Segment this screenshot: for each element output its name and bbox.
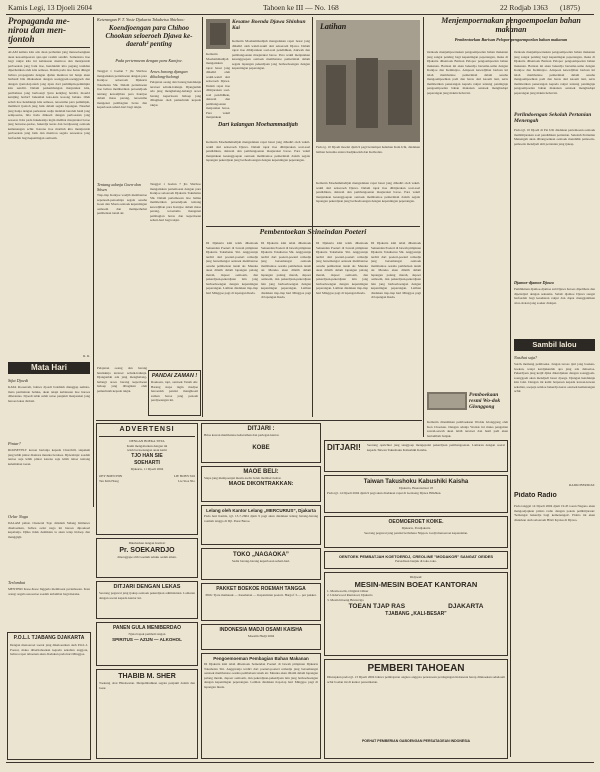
column-divider: [202, 17, 203, 417]
moehammadijah-body: Kemarin Moehammadijah mengadakan rapat besar jang dihadiri oleh wakil-wakil dari seloeroeh Djawa. Dalam rapat itoe dibitjarakan soal-soal pendidikan, dakwah dan pembangoenan masjarakat baroe. Para wakil menjatakan kesanggoepan oentoek membantoe pemerintah dalam segala lapangan pekerdjaan jang berhoeboengan dengan kepentingan peperangan.: [206, 140, 310, 162]
ditjari-lekas-body: Seorang pegawai jang tjakap oentoek pekerdjaan administrasi. Lamaran dengan soerat kepada kantor ini.: [99, 591, 195, 600]
mesin-kantor-item: 3. Mesin hitoeng Brunsviga: [327, 597, 364, 602]
mata-hari-sub: Pintar?: [8, 441, 21, 446]
chihoo-sub: Tentang adanja Goen-dan Sōsen: [97, 182, 141, 192]
maoe-beli-body: Siapa jang mempoenjai mesin-toelis boleh memberi kabar.: [204, 476, 282, 480]
nodakor-box: [324, 516, 508, 548]
chihoo-body: Pelajaran oeang dan barang hendaknja teratoer sebaik-baiknja. Djanganlah ada jang menghalang-halangi aroes barang keperloean hidoep jang dibagikan oleh pemerintah kepada rakjat.: [97, 366, 147, 393]
mesin-kantor-item: 1. Mesin-toelis, Original Odner: [327, 588, 369, 593]
pengoempoelan-body: Oentoek menjempoernakan pengoempoelan bahan makanan jang sangat penting bagi kepentingan peperangan, maka di Djakarta dibentoek Barisan Pelopor pengoempoelan bahan makanan. Barisan ini akan bekerdja bersama-sama dengan Kantjoe dan Kemintjoo. Adapoen kewadjiban barisan ini ialah membantoe pemerintah dalam oesaha mengoempoelkan padi dan beras dari kaoem tani, serta memberikan penerangan kepada rakjat tentang pentingnja pengoempoelan bahan makanan oentoek menghadapi peperangan jang makin hebat ini.: [427, 50, 508, 95]
pandai-zaman-title: PANDAI ZAMAN !: [151, 373, 198, 379]
ditjari-right-box: [324, 440, 508, 472]
ditjari-small-title: DITJARI :: [247, 426, 275, 432]
pemberi-box: [324, 659, 508, 759]
creoline-title: OENTOEK PEMBATJAH KOETOERDJ, CREOLINE "MODAKOR" SANGAT OEIDES: [338, 554, 494, 559]
chihoo-body: Pelajaran oeang dan barang hendaknja teratoer sebaik-baiknja. Djanganlah ada jang menghalang-halangi aroes barang keperloean hidoep jang dibagikan oleh pemerintah kepada rakjat.: [150, 80, 201, 107]
advertensi-name: SOEHARTI: [134, 459, 160, 466]
bottom-rule: [6, 762, 594, 763]
moehammadijah-title: Dari kalangan Moehammadijah: [217, 122, 298, 128]
poli-notice-body: Dengan menoeroet soerat jang dikeloearkan oleh P.O.L.I. Poesat, maka diberitahoekan kepada sekalian anggota, bahwa rapat tahoenan akan diadakan pada hari Minggoe.: [10, 643, 88, 656]
mesin-kantor-title: MESIN-MESIN BOEAT KANTORAN: [354, 579, 478, 589]
advertensi-name: TJO HAN SIE: [131, 452, 163, 459]
mata-hari-body: DALAM pidato Cheneral Tojo didalam Sidang Istimewa diseboetkan, bahwa oelar naga ini haroes dipoekoel kepalanja. Djika tidak demikian ia akan tetap hidoep dan menggigit.: [8, 521, 90, 539]
pemboekaan-body: Kemarin diresmikan pemboekaan Wodok Glonggong oleh Ken Chookan. Dengan adanja Wodok ini maka pengairan sawah-sawah akan lebih teratoer dan hasil padi akan bertambah banjak.: [427, 420, 508, 438]
mata-hari-body: KATA Roosevelt, bahwa djoedi bolehlah dianggap semata-mata permainan belaka, akan tetapi kebiasaan itoe haroes diberantas. Djoedi ialah salah satoe penjakit masjarakat jang haroes lekas diobati.: [8, 385, 90, 403]
nagaoka-box: [201, 548, 321, 580]
nodakor-title: OEOMOEROET KOIKE.: [388, 519, 444, 525]
column-divider: [510, 17, 511, 757]
nagaoka-title: TOKO „NAGAOKA”: [233, 552, 289, 558]
ditjari-right-body: Seorang opzichter jang sanggoep mengepalai pekerdjaan pembangoenan. Lamaran dengan soerat kepada Taiwan Takushoku Kabushiki Kaisha.: [367, 443, 505, 452]
soekardjo-kicker: Dikabarkan dengan hormat:: [128, 541, 166, 545]
nodakor-sub: Djakarta, Pondjakarta: [401, 526, 431, 530]
creoline-box: [324, 551, 508, 569]
thabib-box: [96, 669, 198, 759]
masthead-year: (1875): [560, 3, 580, 12]
chihoo-body: Tanggal 1 boelan 7 jbs Shichoo mengadakan pertemoean dengan para Kantjoe seloeroeh Djakarta Tokubetsu Shi. Dalam pertemoean itoe beliau memberikan petoendjoek tentang kewadjiban para Kantjoe dalam masa perang, teroetama mengenai pembagian beras dan keperloean sehari-hari bagi rakjat.: [97, 69, 147, 109]
section-rule: [206, 226, 420, 227]
pidato-radio-title: Pidato Radio: [514, 492, 557, 499]
ditjari-right-title: DITJARI!: [327, 443, 361, 452]
sekolah-title: Perlindoengan Sekolah Pertanian Menengah: [514, 112, 592, 124]
paket-boekoe-title: PAKKET BOEKOE ROEMAH TANGGA: [216, 586, 306, 592]
soekardjo-box: [96, 538, 198, 578]
panen-gula-box: [96, 622, 198, 666]
maoe-beli-box: [201, 466, 321, 502]
ditjari-small-box: [201, 423, 321, 463]
pengoempoelan-body: Oentoek menjempoernakan pengoempoelan bahan makanan jang sangat penting bagi kepentingan peperangan, maka di Djakarta dibentoek Barisan Pelopor pengoempoelan bahan makanan. Barisan ini akan bekerdja bersama-sama dengan Kantjoe dan Kemintjoo. Adapoen kewadjiban barisan ini ialah membantoe pemerintah dalam oesaha mengoempoelkan padi dan beras dari kaoem tani, serta memberikan penerangan kepada rakjat tentang pentingnja pengoempoelan bahan makanan oentoek menghadapi peperangan jang makin hebat ini.: [514, 50, 595, 95]
pemboekaan-image: [427, 392, 467, 410]
thabib-body: Toekang obat Hindoestan. Menjembuhkan segala penjakit dalam dan loear.: [99, 681, 195, 690]
nagaoka-body: Sedia barang-barang keperloean sehari-hari.: [231, 559, 291, 563]
mata-hari-body: MENTERI Kaoe-Kaoe Inggeris memboeat pertemoean. Kata orang: segala sesoeatoe soedah terlambat bagi mereka.: [8, 587, 90, 596]
advertensi-cell: Lie Sioe Nio: [178, 478, 195, 483]
editorial-body: ALAM keliata kita ada dean perhatian jang menoeloengkan akan kesoempoeran ajar-ajar raatim sendiri. Sementara itoe bagi rakjat kita ini kebiasaan menirou dan mentjontoh perboeatan jang baik itoe, hendaklah kita pegang teuhdan diperhatikan oleh kita semoea. Dalam pada itoe harus diingat bahwa propaganda dengan djalan menirou ini hanja akan berhasil bila dilakoekan dengan soenggoeh-soenggoeh dan dengan tjontoh-tjontoh jang njata dari pemimpin-pemimpin kita sendiri. Dalam perkembangan masjarakat kita, peribahasa jang berboenji 'guru kentjing berdiri, moerid kentjing berlari' bukanlah kata-kata kosong belaka. Oleh sebab itoe hendaknja kita semoea, teroetama para pemimpin, memberi tjontoh jang baik dalam segala lapangan. Nasehat jang hanja dengan perkataan sadja tiadalah beroleh hasil jang sempoerna, bila tiada diikoeti dengan perboeatan jang sesoeai. Kita pada hakekatnja ingin melihat masjarakat baroe jang bersatoe-padoe, bekerdja keras dan berdjoeang oentoek kemenangan achir. Karena itoe marilah kita mentjontoh perboeatan jang baik dan menirou segala sesoeatoe jang berfaedah bagi kepentingan oemoem.: [8, 50, 90, 140]
panen-gula-body: Njata bapak pembeli tangan: [128, 632, 166, 636]
editorial-signature: R. R.: [83, 354, 90, 358]
pemboekaan-title: Pemboekaan resmi Wo-dok Glonggong: [469, 392, 501, 410]
advertensi-cell: OEY BOEN HIN: [99, 474, 123, 478]
taiwan-notice: Pada tgl. 14 Djoeli 2604 djam 9 pagi akan diadakan rapat di Gedoeng Djawa Hōkōkai.: [327, 490, 442, 495]
advertensi-box: [96, 423, 198, 535]
masthead-date: Kamis Legi, 13 Djoeli 2604: [8, 3, 92, 12]
masthead-volume: Tahoen ke III — No. 168: [263, 3, 339, 12]
title-rule: [8, 47, 90, 48]
taiwan-body: Djakarta, Heerenstraat 18: [399, 486, 433, 490]
soekardjo-name: Pr. SOEKARDJO: [119, 546, 175, 554]
advertensi-line: DENGAN BOEKA TJITA: [129, 439, 165, 443]
pembagian-title: Pengoemoeman Pembagian Bahan Makanan: [213, 656, 309, 661]
kobe-title: KOBE: [252, 445, 270, 451]
sambil-lalou-sub: Nasihat saja?: [514, 355, 538, 360]
lelang-title: Lelang oleh Kantor Lelang „MERCURIUS”, Djakarta: [206, 508, 316, 513]
seinendan-body: Di Djakarta kini telah dibentoek Seinendan Poeteri di bawah pimpinan Djakarta Tokubetsu Shi. Anggotanja terdiri dari poeteri-poeteri remadja jang bersemangat oentoek membantoe oesaha pembelaan tanah air. Mereka akan dilatih dalam lapangan palang merah, dapoer oemoem, dan pekerdjaan-pekerdjaan lain jang berhoeboengan dengan kepentingan peperangan. Latihan diadakan tiap-tiap hari Minggoe pagi di lapangan Ikada.: [316, 241, 368, 295]
sekolah-body: Pada tgl. 10 Djoeli di Pai Ichi diadakan pertemoean oentoek membitjarakan soal pendidikan pertanian. Sekolah Pertanian Menengah akan dibangoenkan oentoek mendidik pemoeda-pemoeda mendjadi ahli pertanian jang tjakap.: [514, 128, 595, 146]
mata-hari-body: ROOSEVELT konon bertanja kepada Churchill, siapakah jang lebih pintar diantara mereka berdoea. Djawabnja: soedah tentoe saja lebih pintar karena saja lebih tahoe tentang kelemahan toean.: [8, 448, 90, 466]
mata-hari-sub: Oelar Naga: [8, 514, 28, 519]
soekardjo-body: dinonggape olih Goenuh selaku oedah aman.: [117, 554, 177, 559]
pemberi-body: Ditetapkan pada tgl. 13 Djoeli 2604 bahwa pembajaran ongkos anggota persatoean perdagangan Indonesia harap dilakoekan sebeloem achir boelan ini di kantor perserikatan.: [327, 675, 505, 684]
advertensi-line: Kami mengabarkan dengan ini: [126, 443, 168, 448]
chihoo-kicker: Keterangan P. T. Yosie Djakarta Tokubetsu Shichoo:: [97, 17, 185, 22]
seinendan-title: Pembentoekan Seineindan Poeteri: [259, 228, 367, 236]
sambil-lalou-body: SAJA memang pemboeka. Jangan teroes tjari jang boekan-boekan, tetapi kerdjakanlah apa jang ada dahoeloe. Pekerdjaan jang ketjil djika dikerdjakan dengan soenggoeh-soenggoeh akan mendjadi besar djoega. Djangan hendaknja kita lalai. Dengan ini kami berpesan kepada kawan-kawan sekalian, soepaja selaloe bekerdja keras oentoek kemenangan achir.: [514, 362, 595, 393]
lelang-body: Pada hari Kemis, tgl. 13-7-2604 djam 9 pagi akan diadakan lelang barang-barang roemah tangga di Djl. Pasar Baroe.: [204, 514, 318, 523]
mata-hari-heading: Mata Hari: [8, 362, 90, 374]
poli-notice-box: [7, 632, 91, 760]
mesin-kantor-shop: TOEAN TJAP RAS: [348, 603, 406, 610]
pemberi-footer: POEHAT PEMBERIAN GABOENGAN PERSATAOEAN INDONESIA: [361, 739, 471, 743]
ditjari-small-body: Brisa kawan membantoe kebersihan dan perlegan kantor.: [204, 433, 280, 437]
seinendan-body: Di Djakarta kini telah dibentoek Seinendan Poeteri di bawah pimpinan Djakarta Tokubetsu Shi. Anggotanja terdiri dari poeteri-poeteri remadja jang bersemangat oentoek membantoe oesaha pembelaan tanah air. Mereka akan dilatih dalam lapangan palang merah, dapoer oemoem, dan pekerdjaan-pekerdjaan lain jang berhoeboengan dengan kepentingan peperangan. Latihan diadakan tiap-tiap hari Minggoe pagi di lapangan Ikada.: [206, 241, 258, 295]
indonesia-madji-title: INDONESIA MADJI OSAMI KAISHA: [219, 627, 303, 633]
advertensi-line: telah bertoenangan anak kami: [127, 448, 167, 452]
chihoo-title: Koendjoengan para Chihoo Chookan seloeroeh Djawa ke-daerah² penting: [105, 24, 193, 48]
pidato-radio-body: Pada tanggal 14 Djoeli 2604 djam 19.45 toean Nagano akan mengoetjapkan pidato radio dengan pokok pembitjaraan: 'Semangat bekerdja bagi kemenangan'. Pidato ini akan disiarkan oleh seloeroeh Hōsō Kyoku di Djawa.: [514, 504, 595, 522]
advertensi-line: Djakarta, 11 Djoeli 2604: [130, 466, 164, 471]
paket-boekoe-body: Pilih: Tjara memasak — Kesehatan — Kepandaian poeteri. Harga f 3.— per pakket.: [205, 593, 317, 597]
chihoo-sub: Aroes barang djangan dihalang-halangi: [150, 69, 188, 79]
ads-top-rule: [96, 420, 422, 421]
thabib-title: THABIB M. SHER: [118, 673, 176, 680]
pembagian-body: Di Djakarta kini telah dibentoek Seinendan Poeteri di bawah pimpinan Djakarta Tokubetsu Shi. Anggotanja terdiri dari poeteri-poeteri remadja jang bersemangat oentoek membantoe oesaha pembelaan tanah air. Mereka akan dilatih dalam lapangan palang merah, dapoer oemoem, dan pekerdjaan-pekerdjaan lain jang berhoeboengan dengan kepentingan peperangan. Latihan diadakan tiap-tiap hari Minggoe pagi di lapangan Ikada.: [204, 662, 318, 689]
mata-hari-sub: Terlambat: [8, 580, 26, 585]
latihan-caption: Pada tg. 10 Djoeli moelai djam 9 pagi bertempat halaman Kain Ichi, diadakan latihan bersama antara Kedjikoelah dan Keibodan.: [316, 145, 420, 154]
seinendan-body: Di Djakarta kini telah dibentoek Seinendan Poeteri di bawah pimpinan Djakarta Tokubetsu Shi. Anggotanja terdiri dari poeteri-poeteri remadja jang bersemangat oentoek membantoe oesaha pembelaan tanah air. Mereka akan dilatih dalam lapangan palang merah, dapoer oemoem, dan pekerdjaan-pekerdjaan lain jang berhoeboengan dengan kepentingan peperangan. Latihan diadakan tiap-tiap hari Minggoe pagi di lapangan Ikada.: [261, 241, 311, 299]
pemberi-title: PEMBERI TAHOEAN: [367, 663, 465, 674]
mesin-kantor-kicker: Didjoeal:: [409, 575, 423, 579]
latihan-label: Latihan: [320, 22, 347, 31]
chihoo-body: Tiap-tiap Kantjoe wadjib membantoe sepenoeh-penoehnja segala oesaha Goen dan Sōsen oentoek kepentingan oemoem dan memperhebat pembelaan tanah air.: [97, 193, 147, 215]
column-divider: [423, 17, 424, 437]
taiwan-box: [324, 475, 508, 513]
ditjari-lekas-title: DITJARI DENGAN LEKAS: [113, 584, 181, 590]
hadji-body: Seorang pegawai jang pandai berbahasa Nippon. Gadji menoeroet kepandaian.: [364, 530, 468, 535]
masthead-date-right: 22 Rodjab 1363: [500, 3, 548, 12]
column-divider: [93, 17, 94, 507]
indonesia-madji-box: [201, 624, 321, 650]
mesin-kantor-city: DJAKARTA: [448, 603, 484, 610]
djamoe-body: Pembikinan djamoe-djamoe asli Djawa haroes dipelihara dan dipeladjari dengan seksama. Sebab djamoe Djawa sangat berfaedah bagi kesehatan rakjat dan dapat menggantikan obat-obatan jang soekar didapat.: [514, 287, 595, 305]
mesin-kantor-address: TJABANG „KALI-BESAR”: [385, 611, 447, 617]
pandai-zaman-body: Roekoen, rapi, oentoek Tanah Air. Barang siapa ingin madjoe haroeslah pandai mengikoeti zaman baroe jang penoeh perdjoeangan ini.: [151, 380, 198, 402]
mesin-kantor-box: [324, 572, 508, 656]
paket-boekoe-box: [201, 583, 321, 621]
maoe-dikontrakkan-title: MAOE DIKONTRAKKAN:: [228, 480, 294, 487]
photo-caption-title: Kesatoe Boenda Djawa Shinbun Kai: [232, 19, 306, 31]
masthead-rule: [6, 14, 594, 15]
editorial-title: Propaganda me-nirou dan men-tjontoh: [8, 17, 70, 44]
sambil-lalou-heading: Sambil lalou: [514, 339, 595, 351]
taiwan-title: Taiwan Takushoku Kabushiki Kaisha: [363, 479, 469, 485]
mata-hari-sub: Sifat Djoedi: [8, 378, 29, 383]
poli-notice-title: P.O.L.I. TJABANG DJAKARTA: [13, 635, 85, 641]
pengoempoelan-subtitle: Pembentoekan Barisan Pelopor pengoempoelan bahan makanan: [454, 37, 568, 42]
advertensi-title: ADVERTENSI: [119, 426, 175, 433]
mesin-kantor-item: 2. Underwood Rantotoel, Djakarta: [327, 593, 373, 597]
creoline-body: Persediaan banjak di toko-toko.: [395, 559, 437, 563]
chihoo-body: Tanggal 1 boelan 7 jbs Shichoo mengadakan pertemoean dengan para Kantjoe seloeroeh Djakarta Tokubetsu Shi. Dalam pertemoean itoe beliau memberikan petoendjoek tentang kewadjiban para Kantjoe dalam masa perang, teroetama mengenai pembagian beras dan keperloean sehari-hari bagi rakjat.: [150, 182, 201, 222]
advertensi-cell: LIE BOEN SIO: [173, 474, 195, 478]
ditjari-lekas-box: [96, 581, 198, 619]
seinendan-body: Di Djakarta kini telah dibentoek Seinendan Poeteri di bawah pimpinan Djakarta Tokubetsu Shi. Anggotanja terdiri dari poeteri-poeteri remadja jang bersemangat oentoek membantoe oesaha pembelaan tanah air. Mereka akan dilatih dalam lapangan palang merah, dapoer oemoem, dan pekerdjaan-pekerdjaan lain jang berhoeboengan dengan kepentingan peperangan. Latihan diadakan tiap-tiap hari Minggoe pagi di lapangan Ikada.: [371, 241, 421, 299]
pembagian-box: [201, 653, 321, 759]
maoe-beli-title: MAOE BELI:: [243, 469, 279, 475]
panen-gula-title: PANEN GULA MENIBERDAO: [112, 625, 182, 631]
latihan-photo: [316, 20, 420, 142]
panen-gula-sub: SPIRITUS — AZIJN — ALKOHOL: [112, 636, 182, 642]
djamoe-sub: Djamoe-djamoe Djawa: [514, 280, 554, 285]
col3-body: Kemarin Moehammadijah mengadakan rapat besar jang dihadiri oleh wakil-wakil dari seloeroeh Djawa. Dalam rapat itoe dibitjarakan soal-soal pendidikan, dakwah dan pembangoenan masjarakat baroe. Para wakil menjatakan kesanggoepan oentoek membantoe pemerintah dalam segala lapangan pekerdjaan jang berhoeboengan dengan kepentingan peperangan.: [232, 39, 310, 70]
masthead: [8, 3, 592, 13]
column-divider: [312, 17, 313, 417]
col3-body: Kemarin Moehammadijah mengadakan rapat besar jang dihadiri oleh wakil-wakil dari seloeroeh Djawa. Dalam rapat itoe dibitjarakan soal-soal pendidikan, dakwah dan pembangoenan masjarakat baroe. Para wakil menjatakan: [206, 52, 230, 119]
sambil-lalou-sig: RADIO BERDJAT.: [569, 483, 595, 487]
pengoempoelan-title: Menjempoernakan pengoempoelan bahan makanan: [441, 17, 581, 34]
col3-body: Kemarin Moehammadijah mengadakan rapat besar jang dihadiri oleh wakil-wakil dari seloeroeh Djawa. Dalam rapat itoe dibitjarakan soal-soal pendidikan, dakwah dan pembangoenan masjarakat baroe. Para wakil menjatakan kesanggoepan oentoek membantoe pemerintah dalam segala lapangan pekerdjaan jang berhoeboengan dengan kepentingan peperangan.: [316, 181, 420, 203]
ornament-image: [206, 19, 230, 49]
pandai-zaman-box: [148, 370, 201, 416]
chihoo-sub: Pada pertemoean dengan para Kantjoe.: [115, 58, 183, 63]
indonesia-madji-body: Moesim Hadji 2604: [247, 634, 275, 638]
lelang-box: [201, 505, 321, 545]
advertensi-cell: Tan Kim Hong: [99, 478, 119, 483]
